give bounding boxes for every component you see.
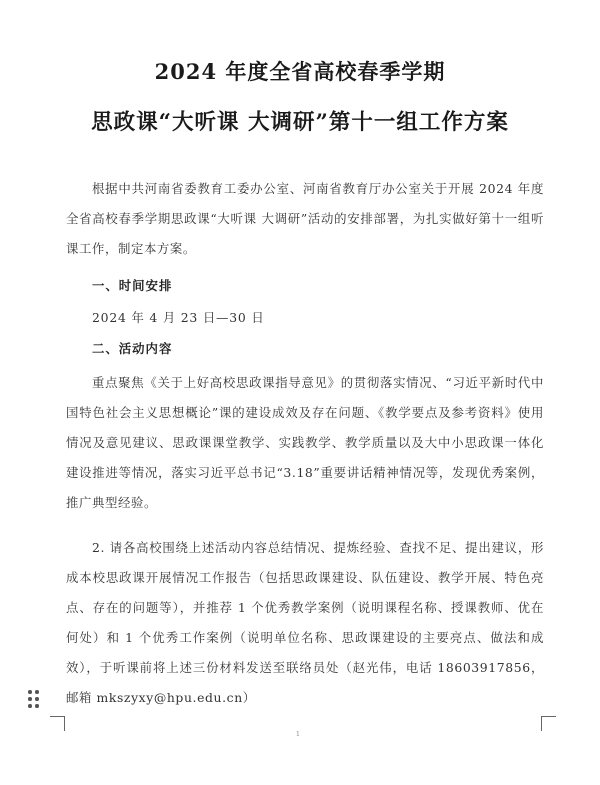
schedule-date: 2024 年 4 月 23 日—30 日 [92,310,265,325]
intro-paragraph: 根据中共河南省委教育工委办公室、河南省教育厅办公室关于开展 2024 年度全省高校春季学期思政课“大听课 大调研”活动的安排部署，为扎实做好第十一组听课工作，制定本方案。 [66,181,544,256]
drag-handle-icon[interactable] [28,690,40,712]
document-title-line2: 思政课“大听课 大调研”第十一组工作方案 [91,110,509,135]
section-heading-schedule: 一、时间安排 [92,278,173,293]
section-heading-content: 二、活动内容 [92,341,173,356]
margin-corner-right [541,716,556,731]
content-paragraph-2: 2. 请各高校围绕上述活动内容总结情况、提炼经验、查找不足、提出建议，形成本校思政课开展情况工作报告（包括思政课建设、队伍建设、教学开展、特色亮点、存在的问题等），并推荐 1 个优秀教学案例（说明课程名称、授课教师、优在何处）和 1 个优秀工作案例（说明单位名称、思政课建设的主要亮点、做法和成效），于听课前将上述三份材料发送至联络员处（赵光伟，电话 18603917856，邮箱 mkszyxy@hpu.edu.cn） [66,540,544,705]
page-number: 1 [296,731,300,738]
content-paragraph-1: 重点聚焦《关于上好高校思政课指导意见》的贯彻落实情况、“习近平新时代中国特色社会主义思想概论”课的建设成效及存在问题、《教学要点及参考资料》使用情况及意见建议、思政课课堂教学、实践教学、教学质量以及大中小思政课一体化建设推进等情况，落实习近平总书记“3.18”重要讲话精神情况等，发现优秀案例，推广典型经验。 [66,375,544,510]
document-title-line1: 2024 年度全省高校春季学期 [154,59,446,84]
margin-corner-left [50,716,65,731]
